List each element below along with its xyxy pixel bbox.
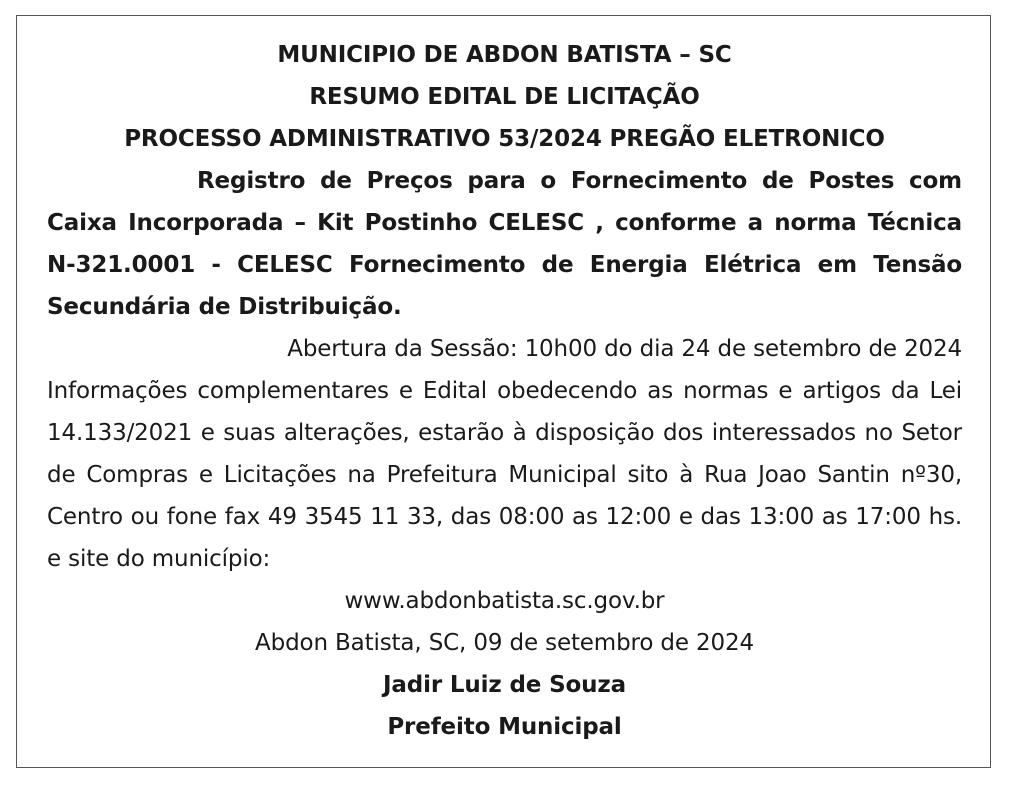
signer-name: Jadir Luiz de Souza bbox=[383, 672, 626, 698]
notice-box bbox=[16, 15, 991, 768]
object-description: Registro de Preços para o Fornecimento de Postes com Caixa Incorporada – Kit Postinho CELESC , conforme a norma Técnica N-321.0001 - CELESC Fornecimento de Energia Elétrica em Tensão Secundária de Distribuição. bbox=[47, 168, 962, 320]
session-opening: Abertura da Sessão: 10h00 do dia 24 de setembro de 2024 bbox=[287, 336, 962, 362]
process-title: PROCESSO ADMINISTRATIVO 53/2024 PREGÃO ELETRONICO bbox=[124, 126, 885, 152]
municipality-title: MUNICIPIO DE ABDON BATISTA – SC bbox=[277, 42, 732, 68]
website-link: www.abdonbatista.sc.gov.br bbox=[344, 588, 665, 614]
notice-subtitle: RESUMO EDITAL DE LICITAÇÃO bbox=[309, 84, 700, 110]
place-date: Abdon Batista, SC, 09 de setembro de 2024 bbox=[255, 630, 754, 656]
signer-title: Prefeito Municipal bbox=[387, 714, 622, 740]
additional-info: Informações complementares e Edital obedecendo as normas e artigos da Lei 14.133/2021 e suas alterações, estarão à disposição dos interessados no Setor de Compras e Licitações na Prefeitura Municipal sito à Rua Joao Santin nº30, Centro ou fone fax 49 3545 11 33, das 08:00 as 12:00 e das 13:00 as 17:00 hs. e site do município: bbox=[47, 378, 962, 572]
notice-content bbox=[47, 34, 962, 748]
